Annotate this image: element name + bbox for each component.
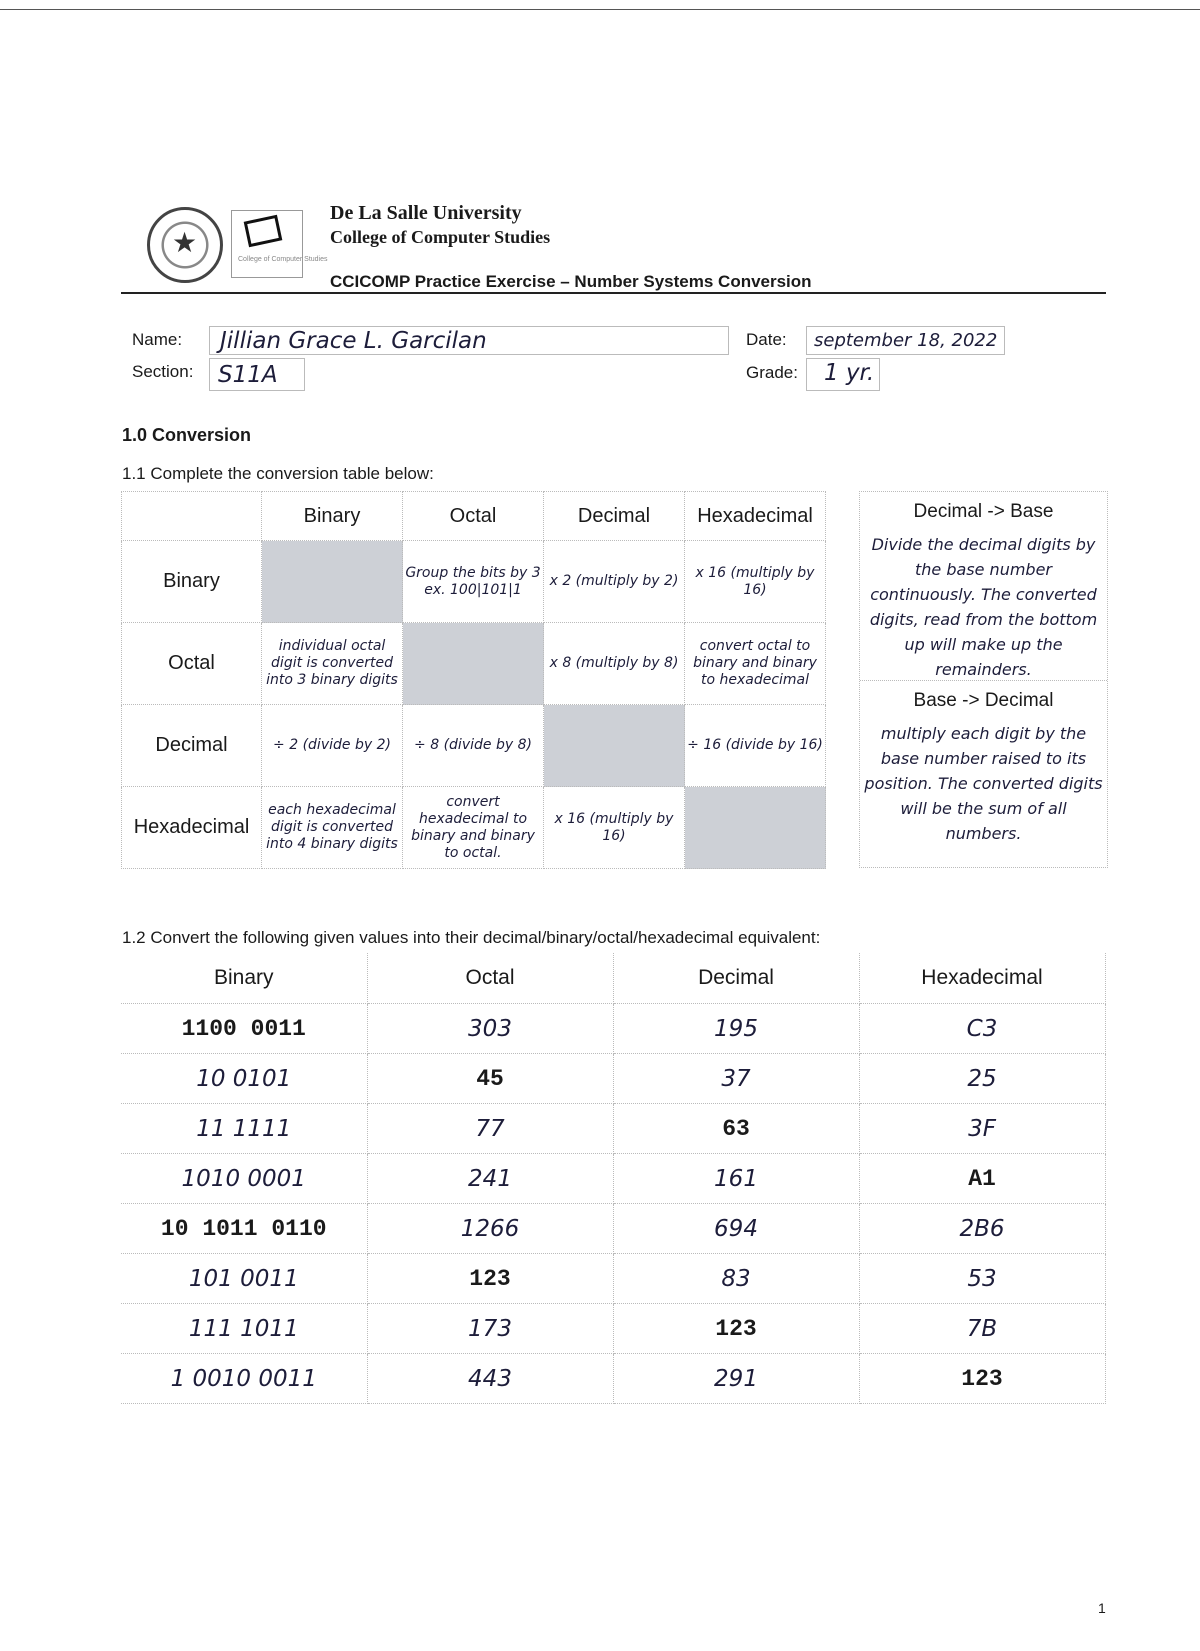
section-title: 1.0 Conversion: [122, 425, 252, 445]
decimal-to-base-heading: Decimal -> Base: [913, 501, 1054, 522]
table-row: [121, 1304, 1105, 1354]
hex-cell: 2B6: [859, 1204, 1105, 1254]
binary-cell: 101 0011: [121, 1254, 367, 1304]
hex-cell: 53: [859, 1254, 1105, 1304]
octal-cell: 173: [367, 1304, 613, 1354]
table-row: [121, 1354, 1105, 1404]
table-cell: ÷ 8 (divide by 8): [403, 705, 544, 787]
octal-cell: 1266: [367, 1204, 613, 1254]
decimal-cell: 37: [613, 1054, 859, 1104]
binary-cell: 111 1011: [121, 1304, 367, 1354]
binary-cell: 1010 0001: [121, 1154, 367, 1204]
table-cell: x 8 (multiply by 8): [544, 623, 685, 705]
subsection-1-2: 1.2 Convert the following given values into their decimal/binary/octal/hexadecimal equivalent:: [122, 928, 821, 947]
table-row: [121, 1154, 1105, 1204]
name-label: Name:: [132, 330, 183, 349]
table-cell: ÷ 2 (divide by 2): [262, 705, 403, 787]
university-name: De La Salle University: [330, 202, 522, 224]
table-row: [121, 1204, 1105, 1254]
octal-cell: 123: [367, 1254, 613, 1304]
binary-cell: 1100 0011: [121, 1004, 367, 1054]
table-cell: each hexadecimal digit is converted into 4 binary digits: [262, 787, 403, 869]
col-header-binary: Binary: [262, 492, 403, 541]
date-value: september 18, 2022: [814, 330, 998, 351]
octal-cell: 443: [367, 1354, 613, 1404]
subsection-1-1: 1.1 Complete the conversion table below:: [122, 464, 434, 483]
hex-cell: 3F: [859, 1104, 1105, 1154]
octal-cell: 241: [367, 1154, 613, 1204]
page-number: 1: [1098, 1600, 1106, 1616]
table-cell-blank: [403, 623, 544, 705]
col-header-binary: Binary: [121, 953, 367, 1004]
hex-cell: 123: [859, 1354, 1105, 1404]
decimal-cell: 63: [613, 1104, 859, 1154]
table-cell: x 2 (multiply by 2): [544, 541, 685, 623]
corner-cell: [122, 492, 262, 541]
octal-cell: 303: [367, 1004, 613, 1054]
decimal-cell: 291: [613, 1354, 859, 1404]
hex-cell: C3: [859, 1004, 1105, 1054]
table-row: [121, 1254, 1105, 1304]
table-cell-blank: [262, 541, 403, 623]
date-label: Date:: [746, 330, 787, 349]
header-divider: [121, 292, 1106, 294]
hex-cell: 25: [859, 1054, 1105, 1104]
row-header-octal: Octal: [122, 623, 262, 705]
conversion-values-table: [121, 953, 1106, 1404]
grade-label: Grade:: [746, 363, 798, 382]
row-header-binary: Binary: [122, 541, 262, 623]
table-cell: individual octal digit is converted into 3 binary digits: [262, 623, 403, 705]
col-header-hexadecimal: Hexadecimal: [685, 492, 826, 541]
col-header-octal: Octal: [367, 953, 613, 1004]
ccs-logo-text: College of Computer Studies: [238, 256, 328, 263]
table-cell: x 16 (multiply by 16): [544, 787, 685, 869]
college-name: College of Computer Studies: [330, 227, 551, 247]
table-cell: ÷ 16 (divide by 16): [685, 705, 826, 787]
section-value: S11A: [218, 362, 278, 388]
decimal-to-base-text: Divide the decimal digits by the base number continuously. The converted digits, read from the bottom up will make up the remainders.: [869, 535, 1098, 679]
decimal-cell: 694: [613, 1204, 859, 1254]
octal-cell: 45: [367, 1054, 613, 1104]
decimal-cell: 161: [613, 1154, 859, 1204]
base-to-decimal-text: multiply each digit by the base number raised to its position. The converted digits will be the sum of all numbers.: [864, 724, 1103, 843]
binary-cell: 11 1111: [121, 1104, 367, 1154]
table-row: [121, 1104, 1105, 1154]
exercise-title: CCICOMP Practice Exercise – Number Systems Conversion: [330, 272, 812, 291]
conversion-rules-box: [859, 491, 1108, 868]
table-cell: x 16 (multiply by 16): [685, 541, 826, 623]
table-row: [121, 1054, 1105, 1104]
row-header-decimal: Decimal: [122, 705, 262, 787]
table-cell: Group the bits by 3 ex. 100|101|1: [403, 541, 544, 623]
name-value: Jillian Grace L. Garcilan: [220, 328, 487, 354]
base-to-decimal-heading: Base -> Decimal: [913, 690, 1054, 711]
table-cell: convert hexadecimal to binary and binary to octal.: [403, 787, 544, 869]
binary-cell: 10 1011 0110: [121, 1204, 367, 1254]
conversion-method-table: [121, 491, 826, 869]
row-header-hexadecimal: Hexadecimal: [122, 787, 262, 869]
section-label: Section:: [132, 362, 194, 381]
binary-cell: 1 0010 0011: [121, 1354, 367, 1404]
scan-edge-line: [0, 9, 1200, 10]
table-cell-blank: [685, 787, 826, 869]
hex-cell: 7B: [859, 1304, 1105, 1354]
col-header-decimal: Decimal: [613, 953, 859, 1004]
col-header-hexadecimal: Hexadecimal: [859, 953, 1105, 1004]
hex-cell: A1: [859, 1154, 1105, 1204]
decimal-cell: 123: [613, 1304, 859, 1354]
seal-star-icon: ★: [172, 227, 198, 258]
col-header-decimal: Decimal: [544, 492, 685, 541]
grade-value: 1 yr.: [824, 360, 875, 386]
col-header-octal: Octal: [403, 492, 544, 541]
table-cell: convert octal to binary and binary to hexadecimal: [685, 623, 826, 705]
decimal-cell: 83: [613, 1254, 859, 1304]
binary-cell: 10 0101: [121, 1054, 367, 1104]
octal-cell: 77: [367, 1104, 613, 1154]
decimal-cell: 195: [613, 1004, 859, 1054]
table-row: [121, 1004, 1105, 1054]
table-cell-blank: [544, 705, 685, 787]
